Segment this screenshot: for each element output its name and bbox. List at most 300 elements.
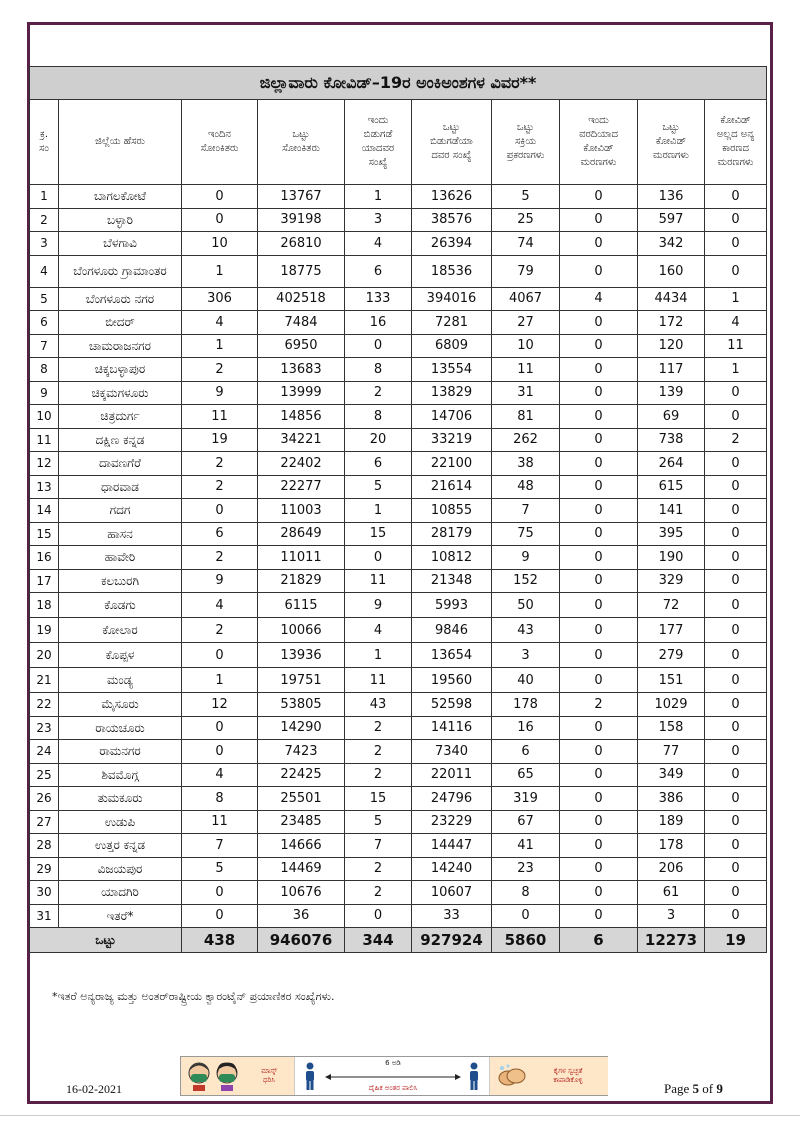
row-value-cell: 178 [638,834,705,858]
table-row [30,499,767,523]
row-district-name: ಬೀದರ್ [59,311,182,335]
row-value-cell: 342 [638,232,705,256]
table-row [30,311,767,335]
row-value-cell: 1 [345,185,412,209]
row-value-cell: 139 [638,381,705,405]
row-value-cell: 5993 [412,593,492,618]
row-district-name: ಮಂಡ್ಯ [59,668,182,693]
row-value-cell: 0 [560,618,638,643]
row-value-cell: 10676 [258,881,345,905]
row-value-cell: 117 [638,358,705,382]
row-value-cell: 0 [705,522,767,546]
row-value-cell: 0 [560,185,638,209]
row-value-cell: 48 [492,475,560,499]
row-district-name: ಕೊಪ್ಪಳ [59,643,182,668]
row-serial: 24 [30,740,59,764]
row-value-cell: 15 [345,787,412,811]
row-district-name: ವಿಜಯಪುರ [59,857,182,881]
page-bottom-divider [0,1115,800,1116]
row-value-cell: 0 [560,740,638,764]
row-value-cell: 22100 [412,452,492,476]
total-cell: 5860 [492,928,560,953]
row-value-cell: 0 [705,499,767,523]
row-value-cell: 160 [638,255,705,287]
table-row [30,546,767,570]
header-active: ಒಟ್ಟು ಸಕ್ರಿಯ ಪ್ರಕರಣಗಳು [492,100,560,185]
row-value-cell: 0 [560,475,638,499]
row-value-cell: 597 [638,208,705,232]
row-value-cell: 306 [182,287,258,311]
row-value-cell: 0 [345,546,412,570]
total-cell: 344 [345,928,412,953]
table-row [30,287,767,311]
row-value-cell: 0 [560,546,638,570]
header-sl: ಕ್ರ. ಸಂ [30,100,59,185]
row-value-cell: 41 [492,834,560,858]
row-value-cell: 0 [182,499,258,523]
row-value-cell: 264 [638,452,705,476]
table-row [30,810,767,834]
row-district-name: ದಕ್ಷಿಣ ಕನ್ನಡ [59,428,182,452]
row-value-cell: 4 [705,311,767,335]
row-serial: 30 [30,881,59,905]
row-district-name: ದಾವಣಗೆರೆ [59,452,182,476]
page-sep: of [699,1081,717,1096]
row-value-cell: 81 [492,405,560,429]
row-value-cell: 26394 [412,232,492,256]
row-district-name: ಉತ್ತರ ಕನ್ನಡ [59,834,182,858]
row-value-cell: 738 [638,428,705,452]
person-icon [303,1062,317,1090]
row-value-cell: 22425 [258,763,345,787]
row-value-cell: 3 [492,643,560,668]
row-district-name: ಬಳ್ಳಾರಿ [59,208,182,232]
row-value-cell: 0 [182,740,258,764]
row-value-cell: 50 [492,593,560,618]
page-number [664,1081,723,1097]
row-district-name: ಬೆಂಗಳೂರು ಗ್ರಾಮಾಂತರ [59,255,182,287]
table-row [30,475,767,499]
row-serial: 28 [30,834,59,858]
row-value-cell: 13626 [412,185,492,209]
row-value-cell: 5 [345,810,412,834]
row-value-cell: 1 [182,334,258,358]
row-value-cell: 19560 [412,668,492,693]
row-value-cell: 33 [412,904,492,928]
row-value-cell: 0 [705,716,767,740]
row-value-cell: 16 [345,311,412,335]
row-value-cell: 0 [705,452,767,476]
header-district: ಜಿಲ್ಲೆಯ ಹೆಸರು [59,100,182,185]
row-value-cell: 0 [560,810,638,834]
row-value-cell: 0 [705,381,767,405]
row-serial: 23 [30,716,59,740]
row-district-name: ರಾಯಚೂರು [59,716,182,740]
row-value-cell: 0 [705,208,767,232]
row-value-cell: 6115 [258,593,345,618]
row-value-cell: 2 [345,763,412,787]
row-serial: 16 [30,546,59,570]
row-value-cell: 53805 [258,693,345,717]
row-value-cell: 1 [345,643,412,668]
row-value-cell: 13683 [258,358,345,382]
row-value-cell: 0 [705,881,767,905]
row-value-cell: 15 [345,522,412,546]
row-serial: 31 [30,904,59,928]
row-value-cell: 74 [492,232,560,256]
row-value-cell: 23 [492,857,560,881]
row-serial: 7 [30,334,59,358]
row-serial: 6 [30,311,59,335]
row-value-cell: 43 [492,618,560,643]
row-serial: 15 [30,522,59,546]
row-value-cell: 0 [560,232,638,256]
row-value-cell: 136 [638,185,705,209]
row-serial: 21 [30,668,59,693]
row-value-cell: 0 [705,405,767,429]
row-value-cell: 172 [638,311,705,335]
row-value-cell: 0 [560,904,638,928]
page-prefix: Page [664,1081,693,1096]
row-serial: 10 [30,405,59,429]
row-value-cell: 0 [560,358,638,382]
row-value-cell: 0 [560,499,638,523]
row-value-cell: 18775 [258,255,345,287]
row-value-cell: 25501 [258,787,345,811]
row-value-cell: 14666 [258,834,345,858]
row-value-cell: 2 [345,716,412,740]
header-total-deaths: ಒಟ್ಟು ಕೋವಿಡ್ ಮರಣಗಳು [638,100,705,185]
header-total-positive: ಒಟ್ಟು ಸೋಂಕಿತರು [258,100,345,185]
table-row [30,668,767,693]
row-value-cell: 19 [182,428,258,452]
row-value-cell: 2 [345,857,412,881]
row-value-cell: 4 [182,593,258,618]
row-value-cell: 0 [560,255,638,287]
row-value-cell: 2 [182,546,258,570]
row-value-cell: 0 [182,208,258,232]
table-row [30,618,767,643]
row-district-name: ಬೆಳಗಾವಿ [59,232,182,256]
row-value-cell: 38 [492,452,560,476]
row-value-cell: 0 [705,834,767,858]
row-serial: 13 [30,475,59,499]
page-current: 5 [692,1081,700,1096]
row-value-cell: 69 [638,405,705,429]
row-value-cell: 386 [638,787,705,811]
table-body [30,185,767,928]
row-value-cell: 6 [345,452,412,476]
row-value-cell: 0 [705,185,767,209]
double-arrow-icon [325,1073,461,1081]
row-district-name: ಬಾಗಲಕೋಟೆ [59,185,182,209]
row-serial: 17 [30,569,59,593]
row-value-cell: 8 [492,881,560,905]
row-value-cell: 0 [560,405,638,429]
row-value-cell: 22277 [258,475,345,499]
physical-distance-text: ದೈಹಿಕ ಅಂತರ ಪಾಲಿಸಿ [368,1084,418,1092]
row-value-cell: 151 [638,668,705,693]
row-value-cell: 5 [492,185,560,209]
row-value-cell: 120 [638,334,705,358]
row-value-cell: 0 [560,643,638,668]
row-value-cell: 19751 [258,668,345,693]
table-row [30,381,767,405]
row-value-cell: 0 [705,857,767,881]
table-row [30,569,767,593]
row-value-cell: 0 [705,787,767,811]
row-value-cell: 0 [705,693,767,717]
row-value-cell: 2 [560,693,638,717]
row-value-cell: 24796 [412,787,492,811]
row-value-cell: 34221 [258,428,345,452]
row-value-cell: 1 [182,255,258,287]
row-value-cell: 0 [560,522,638,546]
row-serial: 25 [30,763,59,787]
row-value-cell: 27 [492,311,560,335]
row-value-cell: 14116 [412,716,492,740]
row-district-name: ಉಡುಪಿ [59,810,182,834]
row-value-cell: 11 [182,405,258,429]
table-row [30,334,767,358]
row-value-cell: 206 [638,857,705,881]
total-cell: 438 [182,928,258,953]
row-serial: 27 [30,810,59,834]
row-value-cell: 394016 [412,287,492,311]
row-value-cell: 0 [182,185,258,209]
row-value-cell: 0 [560,716,638,740]
row-district-name: ಚಿಕ್ಕಮಗಳೂರು [59,381,182,405]
total-cell: 927924 [412,928,492,953]
row-value-cell: 0 [705,569,767,593]
row-value-cell: 3 [638,904,705,928]
row-value-cell: 25 [492,208,560,232]
row-value-cell: 0 [560,334,638,358]
row-serial: 19 [30,618,59,643]
row-value-cell: 4 [182,311,258,335]
row-district-name: ಬೆಂಗಳೂರು ನಗರ [59,287,182,311]
table-row [30,693,767,717]
row-value-cell: 0 [705,255,767,287]
total-cell: 19 [705,928,767,953]
table-row [30,643,767,668]
row-value-cell: 10 [182,232,258,256]
footnote: *ಇತರೆ ಅನ್ಯರಾಜ್ಯ ಮತ್ತು ಅಂತರ್‌ರಾಷ್ಟ್ರೀಯ ಕ್ವಾರಂಟೈನ್ ಪ್ರಯಾಣಿಕರ ಸಂಖ್ಯೆಗಳು. [52,990,335,1003]
person-icon [467,1062,481,1090]
row-value-cell: 1 [705,358,767,382]
row-value-cell: 0 [705,475,767,499]
total-cell: 946076 [258,928,345,953]
row-serial: 1 [30,185,59,209]
table-row [30,740,767,764]
row-value-cell: 0 [705,740,767,764]
row-value-cell: 1 [345,499,412,523]
row-value-cell: 0 [182,716,258,740]
row-value-cell: 9 [182,569,258,593]
row-district-name: ಚಿತ್ರದುರ್ಗ [59,405,182,429]
row-value-cell: 65 [492,763,560,787]
report-date: 16-02-2021 [66,1082,122,1096]
hand-hygiene-text: ಕೈಗಳ ಸ್ವಚ್ಛತೆ ಕಾಪಾಡಿಕೊಳ್ಳಿ [553,1067,583,1084]
row-value-cell: 402518 [258,287,345,311]
row-value-cell: 395 [638,522,705,546]
table-row [30,787,767,811]
row-value-cell: 4 [182,763,258,787]
row-value-cell: 2 [345,381,412,405]
row-value-cell: 319 [492,787,560,811]
row-value-cell: 152 [492,569,560,593]
row-value-cell: 0 [560,763,638,787]
row-value-cell: 0 [560,428,638,452]
row-value-cell: 11 [345,569,412,593]
row-serial: 14 [30,499,59,523]
row-serial: 22 [30,693,59,717]
row-district-name: ಇತರೆ* [59,904,182,928]
row-serial: 26 [30,787,59,811]
row-value-cell: 14469 [258,857,345,881]
row-value-cell: 7 [182,834,258,858]
row-value-cell: 2 [182,618,258,643]
row-value-cell: 329 [638,569,705,593]
row-value-cell: 13654 [412,643,492,668]
row-serial: 5 [30,287,59,311]
row-value-cell: 0 [705,593,767,618]
header-other-deaths: ಕೋವಿಡ್ ಅಲ್ಲದ ಅನ್ಯ ಕಾರಣದ ಮರಣಗಳು [705,100,767,185]
masked-woman-icon [215,1061,239,1091]
row-value-cell: 0 [182,881,258,905]
row-value-cell: 0 [560,857,638,881]
row-value-cell: 13767 [258,185,345,209]
row-value-cell: 1 [182,668,258,693]
row-value-cell: 22402 [258,452,345,476]
table-row [30,452,767,476]
row-value-cell: 0 [560,208,638,232]
row-value-cell: 21614 [412,475,492,499]
row-value-cell: 10812 [412,546,492,570]
row-value-cell: 0 [345,334,412,358]
row-value-cell: 1 [705,287,767,311]
row-value-cell: 52598 [412,693,492,717]
row-district-name: ರಾಮನಗರ [59,740,182,764]
row-value-cell: 4 [345,618,412,643]
row-value-cell: 0 [705,643,767,668]
table-row [30,208,767,232]
row-serial: 11 [30,428,59,452]
row-value-cell: 23485 [258,810,345,834]
row-value-cell: 11 [705,334,767,358]
row-value-cell: 0 [560,311,638,335]
row-value-cell: 39198 [258,208,345,232]
row-value-cell: 7484 [258,311,345,335]
row-value-cell: 178 [492,693,560,717]
row-value-cell: 9 [345,593,412,618]
row-value-cell: 14240 [412,857,492,881]
distance-text: 6 ಅಡಿ [385,1059,401,1067]
row-value-cell: 2 [345,881,412,905]
header-row [30,100,767,185]
row-serial: 8 [30,358,59,382]
table-title: ಜಿಲ್ಲಾವಾರು ಕೋವಿಡ್–19ರ ಅಂಕಿಅಂಶಗಳ ವಿವರ** [30,67,767,100]
row-value-cell: 79 [492,255,560,287]
total-label: ಒಟ್ಟು [30,928,182,953]
row-district-name: ಯಾದಗಿರಿ [59,881,182,905]
row-value-cell: 4 [345,232,412,256]
row-value-cell: 21348 [412,569,492,593]
row-value-cell: 13829 [412,381,492,405]
row-value-cell: 0 [560,452,638,476]
row-value-cell: 75 [492,522,560,546]
row-value-cell: 11 [492,358,560,382]
row-value-cell: 0 [705,810,767,834]
row-district-name: ಶಿವಮೊಗ್ಗ [59,763,182,787]
wear-mask-text: ಮಾಸ್ಕ್ ಧರಿಸಿ [261,1067,277,1084]
table-row [30,593,767,618]
row-value-cell: 7 [492,499,560,523]
row-value-cell: 12 [182,693,258,717]
row-value-cell: 28649 [258,522,345,546]
row-value-cell: 21829 [258,569,345,593]
row-value-cell: 13936 [258,643,345,668]
district-stats-table [29,66,767,953]
row-value-cell: 0 [560,593,638,618]
row-value-cell: 22011 [412,763,492,787]
row-serial: 2 [30,208,59,232]
table-row [30,185,767,209]
row-value-cell: 14706 [412,405,492,429]
total-row [30,928,767,953]
row-value-cell: 5 [345,475,412,499]
row-value-cell: 26810 [258,232,345,256]
row-value-cell: 36 [258,904,345,928]
row-value-cell: 10066 [258,618,345,643]
table-row [30,232,767,256]
row-value-cell: 2 [182,475,258,499]
row-value-cell: 43 [345,693,412,717]
row-value-cell: 141 [638,499,705,523]
table-row [30,763,767,787]
row-value-cell: 2 [182,358,258,382]
row-value-cell: 3 [345,208,412,232]
row-value-cell: 0 [705,618,767,643]
row-value-cell: 11011 [258,546,345,570]
total-cell: 12273 [638,928,705,953]
row-value-cell: 0 [705,904,767,928]
washing-hands-icon [496,1062,528,1090]
row-district-name: ತುಮಕೂರು [59,787,182,811]
covid-guidelines-banner [180,1056,608,1096]
row-value-cell: 11003 [258,499,345,523]
row-value-cell: 7340 [412,740,492,764]
row-district-name: ಹಾಸನ [59,522,182,546]
masked-man-icon [187,1061,211,1091]
row-value-cell: 28179 [412,522,492,546]
wear-mask-section [181,1057,294,1095]
row-value-cell: 0 [705,546,767,570]
header-today-positive: ಇಂದಿನ ಸೋಂಕಿತರು [182,100,258,185]
row-value-cell: 13999 [258,381,345,405]
row-serial: 3 [30,232,59,256]
row-value-cell: 67 [492,810,560,834]
row-value-cell: 16 [492,716,560,740]
row-district-name: ಚಾಮರಾಜನಗರ [59,334,182,358]
row-value-cell: 0 [560,787,638,811]
table-row [30,904,767,928]
row-serial: 12 [30,452,59,476]
table-row [30,358,767,382]
row-value-cell: 262 [492,428,560,452]
row-value-cell: 9 [182,381,258,405]
header-total-discharged: ಒಟ್ಟು ಬಿಡುಗಡೆಯಾ ದವರ ಸಂಖ್ಯೆ [412,100,492,185]
